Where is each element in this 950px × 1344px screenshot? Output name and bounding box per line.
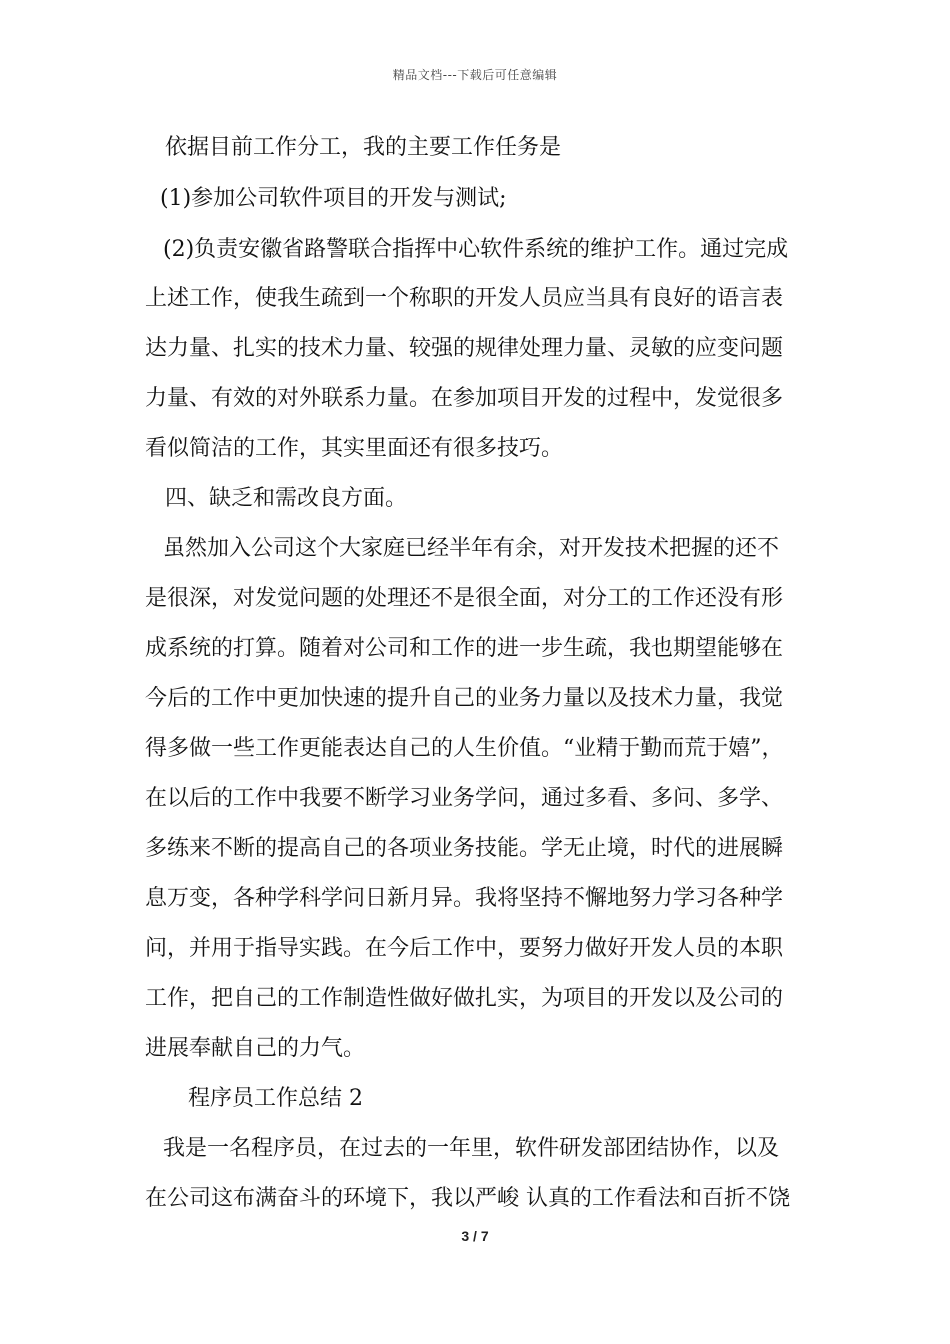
text-line: 息万变，各种学科学问日新月异。我将坚持不懈地努力学习各种学 <box>145 886 784 911</box>
document-header: 精品文档---下载后可任意编辑 <box>392 68 558 82</box>
text-line: 上述工作，使我生疏到一个称职的开发人员应当具有良好的语言表 <box>145 286 784 311</box>
text-line: 虽然加入公司这个大家庭已经半年有余，对开发技术把握的还不 <box>163 536 780 561</box>
page-number: 3 / 7 <box>461 1228 489 1244</box>
text-line: 达力量、扎实的技术力量、较强的规律处理力量、灵敏的应变问题 <box>145 336 784 361</box>
text-line: (1)参加公司软件项目的开发与测试; <box>160 186 507 211</box>
text-line: 成系统的打算。随着对公司和工作的进一步生疏，我也期望能够在 <box>145 636 784 661</box>
text-line: 是很深，对发觉问题的处理还不是很全面，对分工的工作还没有形 <box>145 586 784 611</box>
text-line: 工作，把自己的工作制造性做好做扎实，为项目的开发以及公司的 <box>145 986 784 1011</box>
text-line: 今后的工作中更加快速的提升自己的业务力量以及技术力量，我觉 <box>145 686 784 711</box>
text-line: 力量、有效的对外联系力量。在参加项目开发的过程中，发觉很多 <box>145 386 784 411</box>
text-line: 看似简洁的工作，其实里面还有很多技巧。 <box>145 436 564 461</box>
text-line: 在公司这布满奋斗的环境下，我以严峻 认真的工作看法和百折不饶 <box>145 1186 790 1211</box>
text-line: (2)负责安徽省路警联合指挥中心软件系统的维护工作。通过完成 <box>163 237 789 262</box>
text-line: 进展奉献自己的力气。 <box>145 1036 366 1061</box>
text-line: 我是一名程序员，在过去的一年里，软件研发部团结协作，以及 <box>163 1136 780 1161</box>
section-heading: 四、缺乏和需改良方面。 <box>165 486 408 511</box>
text-line: 得多做一些工作更能表达自己的人生价值。“业精于勤而荒于嬉”， <box>145 736 784 761</box>
section-title: 程序员工作总结 2 <box>188 1086 363 1111</box>
text-line: 多练来不断的提高自己的各项业务技能。学无止境，时代的进展瞬 <box>145 836 784 861</box>
text-line: 问，并用于指导实践。在今后工作中，要努力做好开发人员的本职 <box>145 936 784 961</box>
text-line: 依据目前工作分工，我的主要工作任务是 <box>165 135 562 160</box>
text-line: 在以后的工作中我要不断学习业务学问，通过多看、多问、多学、 <box>145 786 784 811</box>
